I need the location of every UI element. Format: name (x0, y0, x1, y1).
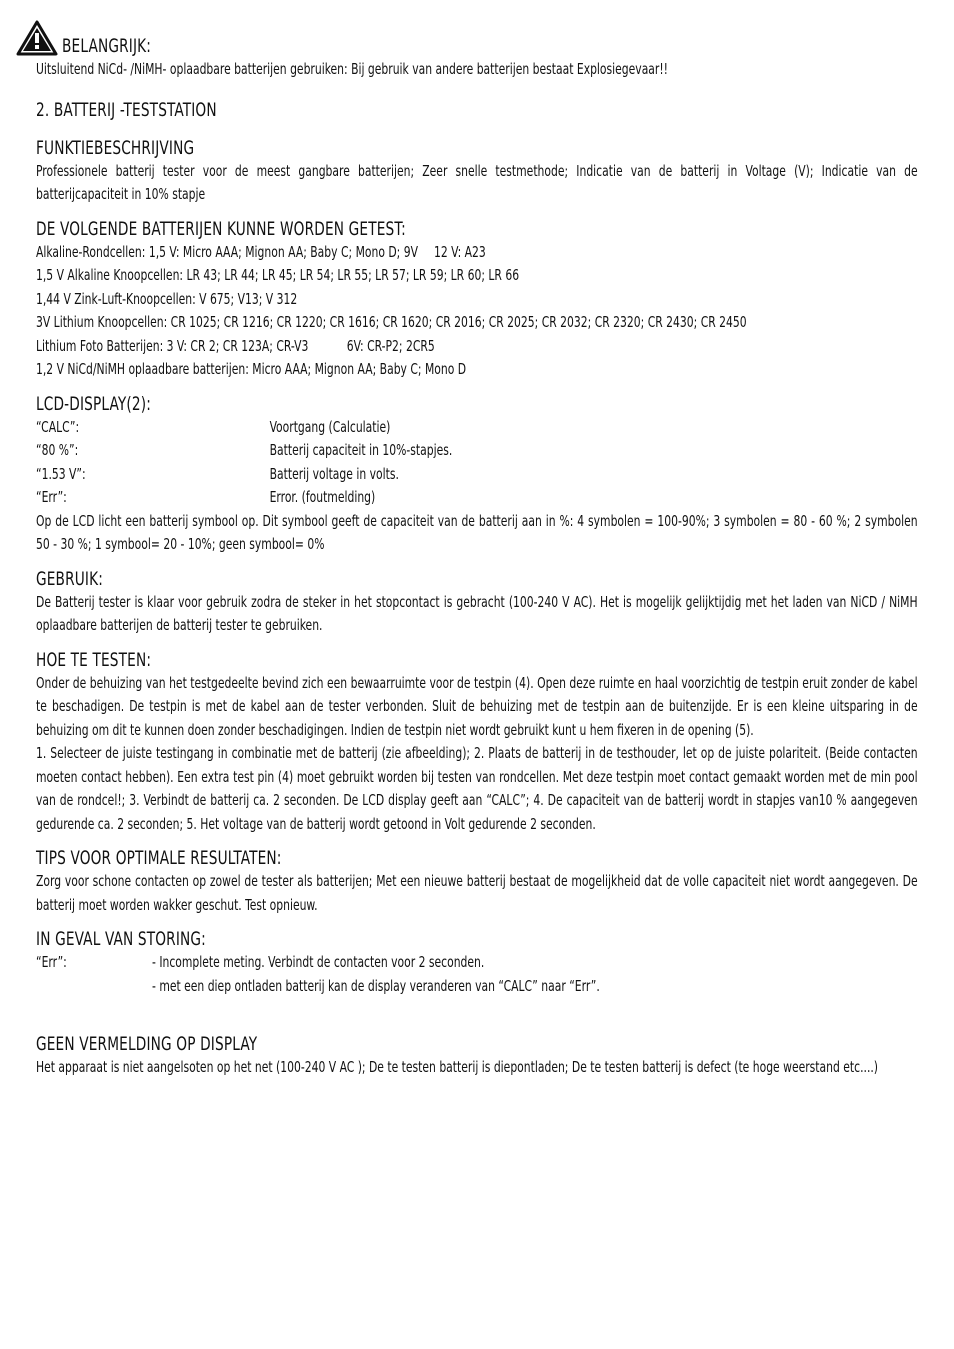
function-text: Professionele batterij tester voor de meest gangbare batterijen; Zeer snelle testmethode; Indicatie van de batterij in Voltage (V); Indicatie van de batterijcapaciteit in 10% stapje (36, 161, 918, 203)
lcd-row: “1.53 V”: Batterij voltage in volts. (36, 464, 399, 483)
battery-line: 1,2 V NiCd/NiMH oplaadbare batterijen: Micro AAA; Mignon AA; Baby C; Mono D (36, 360, 467, 378)
fault-list (36, 951, 918, 998)
important-header (36, 30, 918, 60)
battery-line: 3V Lithium Knoopcellen: CR 1025; CR 1216; CR 1220; CR 1616; CR 1620; CR 2016; CR 2025; CR 2032; CR 2320; CR 2430; CR 2450 (36, 313, 747, 331)
lcd-text: Op de LCD licht een batterij symbool op. Dit symbool geeft de capaciteit van de batterij aan in %: 4 symbolen = 100-90%; 3 symbolen = 80 - 60 %; 2 symbolen 50 - 30 %; 1 symbool= 20 - 10%; geen symbool= 0% (36, 511, 918, 553)
batteries-list (36, 241, 918, 382)
fault-row: “Err”: - Incomplete meting. Verbindt de contacten voor 2 seconden. (36, 953, 485, 971)
battery-line: 1,5 V Alkaline Knoopcellen: LR 43; LR 44; LR 45; LR 54; LR 55; LR 57; LR 59; LR 60; LR 66 (36, 266, 520, 284)
howto-title: HOE TE TESTEN: (36, 648, 152, 671)
usage-title: GEBRUIK: (36, 567, 104, 590)
lcd-row: “80 %”: Batterij capaciteit in 10%-stapjes. (36, 441, 453, 459)
howto-steps: 1. Selecteer de juiste testingang in combinatie met de batterij (zie afbeelding); 2. Plaats de batterij in de testhouder, let op de juiste polariteit. (Beide contacten moeten contact hebben). Een extra test pin (4) moet gebruikt worden bij testen van rondcellen. Met deze testpin moet contact gemaakt worden met de min pool van de rondcel!; 3. Verbindt de batterij ca. 2 seconden. De LCD display geeft aan “CALC”; 4. De capaciteit van de batterij wordt in stapjes van10 % aangegeven gedurende ca. 2 seconden; 5. Het voltage van de batterij wordt getoond in Volt gedurende 2 seconden. (36, 744, 918, 833)
tips-text: Zorg voor schone contacten op zowel de tester als batterijen; Met een nieuwe batterij bestaat de mogelijkheid dat de volle capaciteit niet wordt aangegeven. De batterij moet worden wakker geschut. Test opnieuw. (36, 872, 918, 914)
battery-line: Alkaline-Rondcellen: 1,5 V: Micro AAA; Mignon AA; Baby C; Mono D; 9V 12 V: A23 (36, 242, 486, 261)
fault-row: - met een diep ontladen batterij kan de display veranderen van “CALC” naar “Err”. (152, 976, 600, 995)
nodisplay-title: GEEN VERMELDING OP DISPLAY (36, 1033, 258, 1055)
nodisplay-text: Het apparaat is niet aangelsoten op het net (100-240 V AC ); De te testen batterij is diepontladen; De te testen batterij is defect (te hoge weerstand etc....) (36, 1058, 879, 1076)
warning-triangle-icon (16, 20, 58, 56)
section-title: 2. BATTERIJ -TESTSTATION (36, 98, 217, 121)
important-text: Uitsluitend NiCd- /NiMH- oplaadbare batterijen gebruiken: Bij gebruik van andere batterijen bestaat Explosiegevaar!! (36, 60, 669, 78)
lcd-table (36, 416, 918, 557)
important-title: BELANGRIJK: (62, 35, 152, 57)
battery-line: 1,44 V Zink-Luft-Knoopcellen: V 675; V13; V 312 (36, 289, 298, 308)
howto-paragraph: Onder de behuizing van het testgedeelte bevind zich een bewaarruimte voor de testpin (4). Open deze ruimte en haal voorzichtig de testpin eruit zonder de kabel te beschadigen. De testpin is met de kabel aan de tester verbonden. Sluit de behuizing met de testpin aan de buitenzijde. Er is een kleine uitsparing in de behuizing om dit te kunnen doen zonder beschadigingen. Indien de testpin niet wordt gebruikt kunt u hem fixeren in de opening (5). (36, 673, 918, 739)
battery-line: Lithium Foto Batterijen: 3 V: CR 2; CR 123A; CR-V3 6V: CR-P2; 2CR5 (36, 336, 435, 355)
batteries-title: DE VOLGENDE BATTERIJEN KUNNE WORDEN GETEST: (36, 217, 406, 240)
function-title: FUNKTIEBESCHRIJVING (36, 136, 195, 159)
lcd-title: LCD-DISPLAY(2): (36, 392, 151, 415)
manual-page (36, 30, 918, 1080)
usage-text: De Batterij tester is klaar voor gebruik zodra de steker in het stopcontact is gebracht (100-240 V AC). Het is mogelijk gelijktijdig met het laden van NiCD / NiMH oplaadbare batterijen de batterij tester te gebruiken. (36, 592, 918, 634)
howto-text (36, 672, 918, 837)
lcd-row: “Err”: Error. (foutmelding) (36, 488, 376, 506)
fault-title: IN GEVAL VAN STORING: (36, 928, 206, 950)
tips-title: TIPS VOOR OPTIMALE RESULTATEN: (36, 847, 282, 869)
lcd-row: “CALC”: Voortgang (Calculatie) (36, 417, 391, 436)
